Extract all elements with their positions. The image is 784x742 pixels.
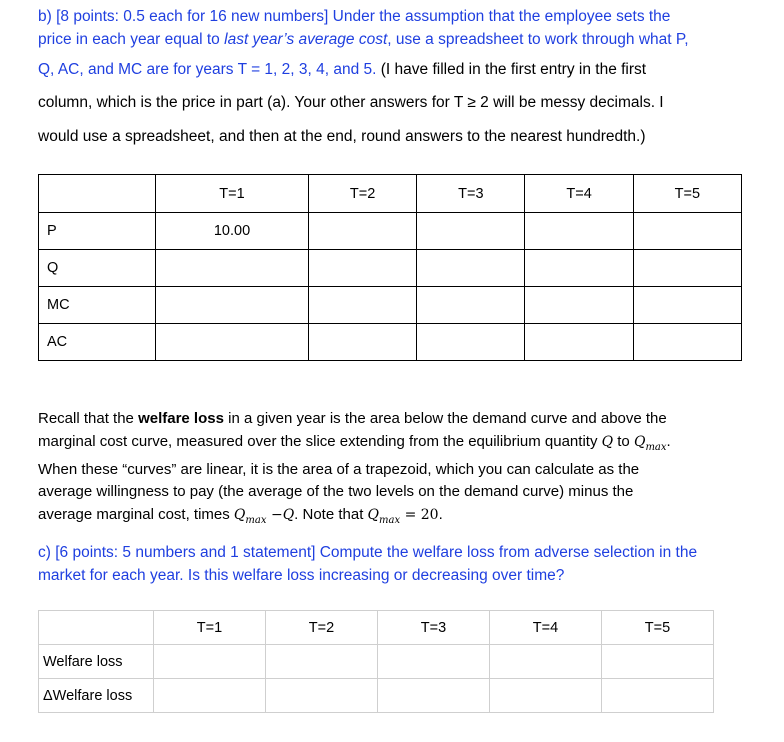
- recall-text: . Note that: [294, 505, 368, 523]
- math-subscript: max: [245, 514, 267, 526]
- row-label: MC: [39, 287, 156, 324]
- column-header: T=5: [633, 175, 741, 213]
- table-header-row: [39, 611, 714, 645]
- row-label: P: [39, 213, 156, 250]
- math-q: Q: [282, 506, 295, 523]
- part-b-line-3: [38, 61, 646, 79]
- column-header: T=3: [417, 175, 525, 213]
- math-expression: [367, 506, 439, 526]
- column-header: T=4: [525, 175, 633, 213]
- row-label: Welfare loss: [39, 645, 154, 679]
- answer-cell[interactable]: [308, 287, 416, 324]
- row-label: Q: [39, 250, 156, 287]
- table-row: [39, 645, 714, 679]
- part-b-line-2-start: price in each year equal to: [38, 31, 225, 48]
- part-b-line-1: b) [8 points: 0.5 each for 16 new numbers] Under the assumption that the employee sets the: [38, 8, 671, 25]
- answer-cell[interactable]: [602, 645, 714, 679]
- answer-cell[interactable]: [525, 324, 633, 361]
- table-header-row: [39, 175, 742, 213]
- part-c-line-2: market for each year. Is this welfare loss increasing or decreasing over time?: [38, 566, 565, 584]
- column-header: T=5: [602, 611, 714, 645]
- part-b-line-3-black: (I have filled in the first entry in the first: [376, 61, 647, 78]
- answer-cell[interactable]: [417, 213, 525, 250]
- welfare-loss-explanation: [38, 408, 758, 532]
- answer-cell[interactable]: [417, 324, 525, 361]
- table-corner-cell: [39, 175, 156, 213]
- part-c-question: [38, 542, 758, 587]
- math-qmax: [633, 433, 667, 453]
- answer-cell[interactable]: [156, 324, 309, 361]
- recall-line-4: average willingness to pay (the average of the two levels on the demand curve) minus the: [38, 483, 634, 501]
- answer-cell[interactable]: [154, 645, 266, 679]
- table-row: [39, 324, 742, 361]
- answer-cell[interactable]: [156, 250, 309, 287]
- math-q: Q: [601, 433, 614, 450]
- recall-text: marginal cost curve, measured over the slice extending from the equilibrium quantity: [38, 432, 602, 450]
- answer-cell[interactable]: [266, 679, 378, 713]
- answer-cell[interactable]: [378, 645, 490, 679]
- answer-cell[interactable]: [308, 213, 416, 250]
- answer-cell[interactable]: [308, 250, 416, 287]
- answer-cell[interactable]: 10.00: [156, 213, 309, 250]
- math-q: Q: [367, 506, 380, 523]
- math-minus: −: [266, 506, 283, 523]
- recall-text: .: [666, 432, 671, 450]
- column-header: T=1: [156, 175, 309, 213]
- recall-text: Recall that the: [38, 410, 139, 427]
- row-label: ΔWelfare loss: [39, 679, 154, 713]
- math-q: Q: [233, 506, 246, 523]
- answer-cell[interactable]: [602, 679, 714, 713]
- math-expression: [233, 506, 295, 526]
- recall-text: .: [438, 505, 443, 523]
- answer-cell[interactable]: [378, 679, 490, 713]
- answer-cell[interactable]: [308, 324, 416, 361]
- answer-cell[interactable]: [525, 213, 633, 250]
- answer-cell[interactable]: [633, 324, 741, 361]
- part-c-line-1: c) [6 points: 5 numbers and 1 statement] Compute the welfare loss from adverse selection in the: [38, 544, 698, 561]
- column-header: T=2: [308, 175, 416, 213]
- table-row: [39, 287, 742, 324]
- table-corner-cell: [39, 611, 154, 645]
- welfare-loss-term: welfare loss: [138, 410, 224, 427]
- part-b-line-4: column, which is the price in part (a). Your other answers for T ≥ 2 will be messy decimals. I: [38, 94, 664, 111]
- math-q: Q: [633, 433, 646, 450]
- answer-table-b: [38, 174, 742, 361]
- recall-line-3: When these “curves” are linear, it is the area of a trapezoid, which you can calculate as the: [38, 460, 640, 478]
- recall-line-1: [38, 408, 758, 431]
- answer-cell[interactable]: [156, 287, 309, 324]
- answer-cell[interactable]: [154, 679, 266, 713]
- part-b-line-5: would use a spreadsheet, and then at the end, round answers to the nearest hundredth.): [38, 128, 646, 145]
- answer-cell[interactable]: [633, 250, 741, 287]
- answer-cell[interactable]: [266, 645, 378, 679]
- answer-cell[interactable]: [525, 287, 633, 324]
- math-equals: = 20: [400, 506, 439, 523]
- math-subscript: max: [379, 514, 401, 526]
- part-b-line-2-end: , use a spreadsheet to work through what P,: [387, 31, 689, 48]
- recall-line-2: [38, 431, 758, 459]
- answer-cell[interactable]: [525, 250, 633, 287]
- recall-text: in a given year is the area below the demand curve and above the: [223, 410, 667, 427]
- table-row: [39, 250, 742, 287]
- answer-cell[interactable]: [417, 287, 525, 324]
- column-header: T=3: [378, 611, 490, 645]
- answer-cell[interactable]: [417, 250, 525, 287]
- recall-text: to: [613, 432, 634, 450]
- part-b-line-3-blue: Q, AC, and MC are for years T = 1, 2, 3, 4, and 5.: [38, 61, 377, 78]
- column-header: T=2: [266, 611, 378, 645]
- column-header: T=1: [154, 611, 266, 645]
- table-row: [39, 679, 714, 713]
- math-subscript: max: [645, 441, 667, 453]
- answer-cell[interactable]: [633, 287, 741, 324]
- row-label: AC: [39, 324, 156, 361]
- part-b-emphasis: last year’s average cost: [224, 31, 388, 48]
- part-b-line-2: [38, 31, 689, 49]
- recall-text: average marginal cost, times: [38, 505, 234, 523]
- table-row: [39, 213, 742, 250]
- answer-cell[interactable]: [633, 213, 741, 250]
- answer-cell[interactable]: [490, 645, 602, 679]
- answer-cell[interactable]: [490, 679, 602, 713]
- answer-table-c: [38, 610, 714, 713]
- column-header: T=4: [490, 611, 602, 645]
- recall-line-5: [38, 504, 758, 532]
